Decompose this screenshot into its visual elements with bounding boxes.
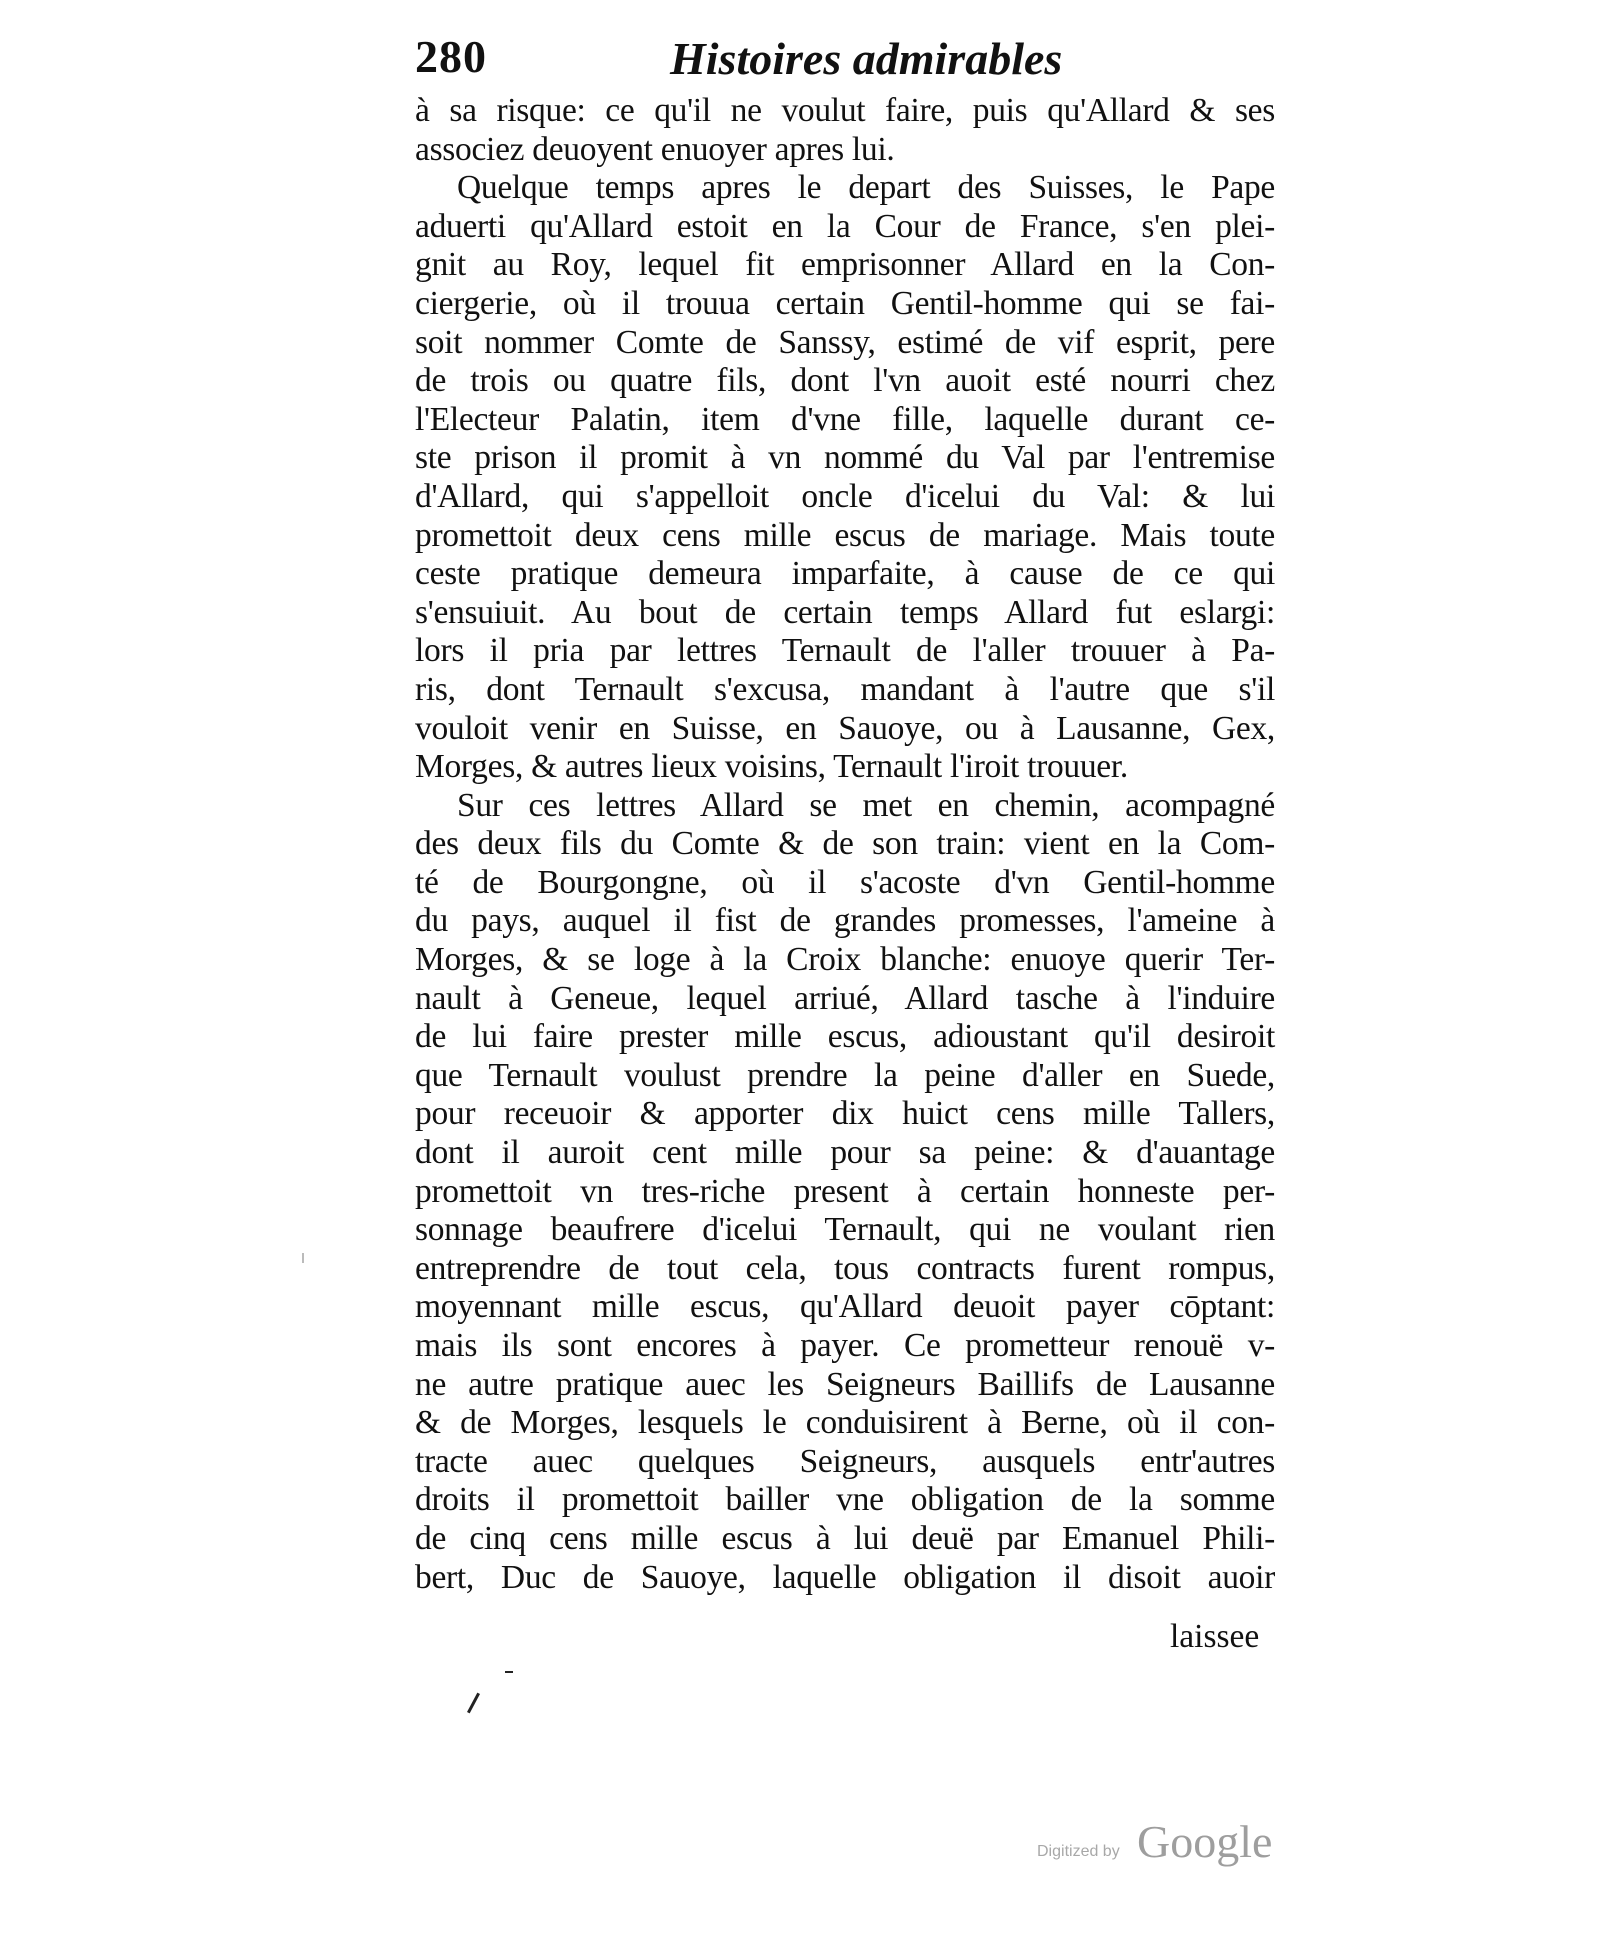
text-line: ste prison il promit à vn nommé du Val par l'entremise bbox=[415, 439, 1275, 477]
body-text bbox=[415, 92, 1275, 1597]
text-line: ceste pratique demeura imparfaite, à cause de ce qui bbox=[415, 555, 1275, 593]
text-line: Morges, & se loge à la Croix blanche: enuoye querir Ter- bbox=[415, 941, 1275, 979]
text-line: de trois ou quatre fils, dont l'vn auoit esté nourri chez bbox=[415, 362, 1275, 400]
text-line: promettoit vn tres-riche present à certain honneste per- bbox=[415, 1172, 1275, 1210]
text-line: de lui faire prester mille escus, adioustant qu'il desiroit bbox=[415, 1018, 1275, 1056]
text-line: promettoit deux cens mille escus de mariage. Mais toute bbox=[415, 516, 1275, 554]
text-line: té de Bourgongne, où il s'acoste d'vn Gentil-homme bbox=[415, 863, 1275, 901]
text-line: du pays, auquel il fist de grandes promesses, l'ameine à bbox=[415, 902, 1275, 940]
text-line: mais ils sont encores à payer. Ce prometteur renouë v- bbox=[415, 1327, 1275, 1364]
watermark-logo: Google bbox=[1137, 1816, 1273, 1867]
paragraph-start-line: Sur ces lettres Allard se met en chemin, acompagné bbox=[457, 786, 1275, 824]
page-number: 280 bbox=[415, 31, 487, 82]
text-line: soit nommer Comte de Sanssy, estimé de vif esprit, pere bbox=[415, 323, 1275, 361]
text-line: ris, dont Ternault s'excusa, mandant à l'autre que s'il bbox=[415, 670, 1275, 708]
text-line: pour receuoir & apporter dix huict cens mille Tallers, bbox=[415, 1095, 1275, 1133]
text-line: nault à Geneue, lequel arriué, Allard tasche à l'induire bbox=[415, 979, 1275, 1017]
digitized-by-google-watermark bbox=[1037, 1815, 1287, 1875]
text-line: à sa risque: ce qu'il ne voulut faire, puis qu'Allard & ses bbox=[415, 92, 1275, 129]
text-line: moyennant mille escus, qu'Allard deuoit payer cōptant: bbox=[415, 1288, 1275, 1326]
text-line: sonnage beaufrere d'icelui Ternault, qui ne voulant rien bbox=[415, 1211, 1275, 1249]
text-line: associez deuoyent enuoyer apres lui. bbox=[415, 130, 895, 168]
text-line: droits il promettoit bailler vne obligation de la somme bbox=[415, 1481, 1275, 1519]
ink-mark bbox=[302, 1253, 304, 1263]
text-line: vouloit venir en Suisse, en Sauoye, ou à Lausanne, Gex, bbox=[415, 709, 1275, 747]
text-line: tracte auec quelques Seigneurs, ausquels entr'autres bbox=[415, 1442, 1275, 1480]
page-header bbox=[415, 30, 1275, 88]
text-line: Morges, & autres lieux voisins, Ternault l'iroit trouuer. bbox=[415, 748, 1128, 786]
text-line: que Ternault voulust prendre la peine d'aller en Suede, bbox=[415, 1056, 1275, 1094]
text-line: ciergerie, où il trouua certain Gentil-homme qui se fai- bbox=[415, 284, 1275, 322]
text-line: entreprendre de tout cela, tous contracts furent rompus, bbox=[415, 1249, 1275, 1287]
text-line: bert, Duc de Sauoye, laquelle obligation il disoit auoir bbox=[415, 1558, 1275, 1596]
text-line: lors il pria par lettres Ternault de l'aller trouuer à Pa- bbox=[415, 632, 1275, 670]
ink-mark bbox=[505, 1671, 513, 1673]
running-title: Histoires admirables bbox=[670, 33, 1063, 84]
text-line: s'ensuiuit. Au bout de certain temps Allard fut eslargi: bbox=[415, 593, 1275, 631]
text-line: d'Allard, qui s'appelloit oncle d'icelui du Val: & lui bbox=[415, 477, 1275, 515]
catchword: laissee bbox=[1170, 1618, 1260, 1655]
text-line: de cinq cens mille escus à lui deuë par Emanuel Phili- bbox=[415, 1519, 1275, 1557]
text-line: & de Morges, lesquels le conduisirent à Berne, où il con- bbox=[415, 1404, 1275, 1442]
paragraph-start-line: Quelque temps apres le depart des Suisses, le Pape bbox=[457, 169, 1275, 207]
text-line: des deux fils du Comte & de son train: vient en la Com- bbox=[415, 825, 1275, 863]
watermark-prefix: Digitized by bbox=[1037, 1843, 1120, 1860]
text-line: l'Electeur Palatin, item d'vne fille, laquelle durant ce- bbox=[415, 400, 1275, 438]
text-line: ne autre pratique auec les Seigneurs Baillifs de Lausanne bbox=[415, 1365, 1275, 1403]
text-line: gnit au Roy, lequel fit emprisonner Allard en la Con- bbox=[415, 246, 1275, 284]
ink-mark bbox=[467, 1693, 480, 1714]
text-line: dont il auroit cent mille pour sa peine: & d'auantage bbox=[415, 1134, 1275, 1172]
text-line: aduerti qu'Allard estoit en la Cour de France, s'en plei- bbox=[415, 207, 1275, 245]
